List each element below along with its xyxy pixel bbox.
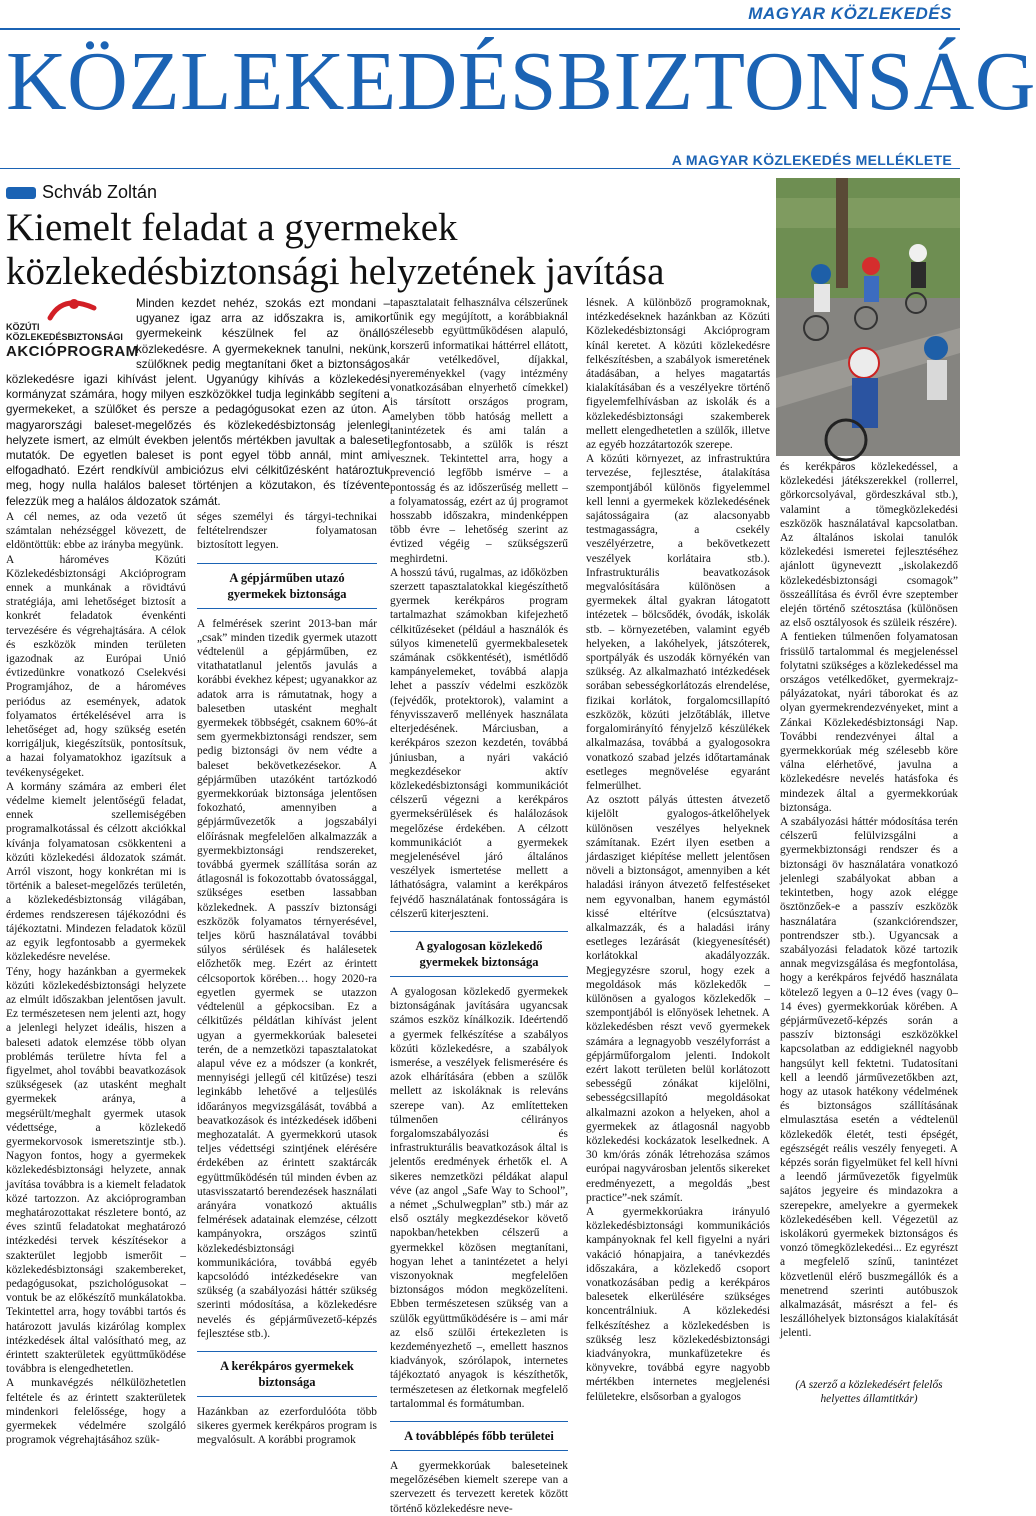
paragraph: A gyermekkorúakra irányuló közlekedésbiztonsági kommunikációs kampányoknak fel kell figyelni a nyári vakáció hónapjaira, a tanévkezdés időszakára, a közlekedő csoport vonatkozásában pedig a kerékpáros balesetek elkerülésére szükséges koncentrálniuk. A közlekedési felkészítéshez a közlekedésben is szükség lesz közlekedésbiztonsági kiadványokra, munkafüzetekre és könyvekre, továbbá egyre nagyobb mértékben internetes megjelenési felületekre, elsősorban a gyalogos xyxy=(586,1206,770,1403)
paragraph: A gyalogosan közlekedő gyermekek biztonságának javítására ugyancsak számos eszköz kínálkozik. Ideértendő a gyermek felkészítése a szabályos közúti közlekedésre, a szabályok ismerése, a veszélyek felismerésére és azok elhárítására (ebben a szülők mellett az iskoláknak is releváns szerepe van). Az említetteken túlmenően célirányos forgalomszabályozási és infrastrukturális beavatkozások által is jelentős eredmények érhetők el. A sikeres nemzetközi példákat alapul véve (az angol „Safe Way to School”, a német „Schulwegplan” stb.) már az első osztály megkezdésekor követő napokban/hetekben célszerű a gyermekkel közösen megtanítani, hogyan lehet a tanintézetet a helyi viszonyoknak megfelelően biztonságos módon megközelíteni. Ebben természetesen szükség van a szülők együttműködésére is – ami már az első szülői értekezleten is kezdeményezhető –, emellett hasznos kiadványok, szórólapok, internetes tájékoztató anyagok is készíthetők, természetesen az életkornak megfelelő tartalommal és formátumban. xyxy=(390,985,568,1410)
column-4 xyxy=(586,296,770,1410)
paragraph: A felmérések szerint 2013-ban már „csak” minden tizedik gyermek utazott védtelenül a gépjárműben, ez vitathatatlanul jelentős javulás a korábbi évekhez képest; ugyanakkor az adatok arra is rámutatnak, hogy a balesetben utasként meghalt gyermekek többségét, csaknem 60%-át sem gyermekbiztonsági rendszer, sem pedig biztonsági öv nem védte a baleset bekövetkezésekor. A gépjárműben utazóként tartózkodó gyermekkorúak biztonsága jelentősen fokozható, amennyiben a gépjárművezetők a jogszabályi előírásnak megfelelően alkalmazzák a gyermekbiztonsági rendszereket, továbbá gyermek szállítása során az átlagosnál is fokozottabb óvatossággal, szükséges esetben lassabban közlekednek. A passzív biztonsági eszközök folyamatos térnyerésével, teljes körű használatával további súlyos sérülések és halálesetek előzhetők meg. Ezért az érintett célcsoportok körében… hogy 2020-ra egyetlen gyermek se utazzon védtelenül a gépkocsiban. Ez a célkitűzés példátlan kihívást jelent ugyan a gyermekkorúak balesetei terén, de a nemzetközi tapasztalatokat alapul véve ez a módszer (a konkrét, mennyiségi jellegű cél kitűzése) teszi leginkább lehetővé a teljesülés időarányos megvizsgálását, továbbá a beavatkozások és intézkedések időbeni meghozatalát. A gyermekkorú utasok teljes védettségi szintjének elérésére érdekében az érintett szaktárcák együttműködésén túl minden évben az utasvisszatartó berendezések használati arányára vonatkozó aktuális felmérések adatainak elemzése, célzott kampányokra, országos szintű közlekedésbiztonsági kommunikációra, továbbá egyéb kapcsolódó intézkedésekre van szükség (a szabályozási háttér szükség szerinti módosítása, a közlekedésre nevelés és gépjárművezető-képzés fejlesztése stb.). xyxy=(197,617,377,1340)
paragraph: és kerékpáros közlekedéssel, a közlekedési játékszerekkel (rollerrel, görkorcsolyával, gördeszkával stb.), valamint a tömegközlekedési eszközök használatával kapcsolatban. Az általános iskolai tanulók közlekedési ismeretei fejlesztéséhez ajánlott ügyneveztt „iskolakezdő közlekedésbiztonsági csomagok” összeállítása és évről évre szeptember elején történő szétosztása (különösen az első osztályosok és szüleik részére). xyxy=(780,461,958,630)
paragraph: Tény, hogy hazánkban a gyermekek közúti közlekedésbiztonsági helyzete az elmúlt időszakban jelentősen javult. Ez természetesen nem jelenti azt, hogy a jelenlegi helyzet ideális, hiszen a baleseti adatok elemzése több olyan problémás területre hívta fel a figyelmet, ahol további beavatkozások szükségesek (az utasként meghalt gyermekek aránya, a megsérült/meghalt gyermek utasok védettsége, a közlekedő gyermekorvosok ismeretszintje stb.). Nagyon fontos, hogy a gyermekek közlekedésbiztonsági helyzete, annak javítása továbbra is a kiemelt feladatok közé tartozzon. Az akcióprogramban meghatározottakat részletere bontó, az éves szintű feladatokat meghatározó intézkedési tervek készítésekor a szakterület legjobb ismerőit – közlekedésbiztonsági szakembereket, pedagógusokat, pszichológusokat – vontuk be az előkészítő munkálatokba. Tekintettel arra, hogy további tartós és határozott javulás kizárólag komplex intézkedések által valósítható meg, az érintett szakterületek együttműködése továbbra is elengedhetetlen. xyxy=(6,965,186,1376)
lead-text: Minden kezdet nehéz, szokás ezt mondani – ugyanez igaz arra az időszakra is, amikor gyermekeink készülnek fel az önálló közlekedésre. A gyermekeknek tanulni, nekünk, szülőknek pedig megtanítani őket a biztonságos közlekedésre igazi kihívást jelent. Ugyanúgy kihívás a közlekedési kormányzat számára, hogy milyen eszközökkel tudja leginkább segíteni a gyermekeket, a szülőket és persze a pedagógusokat ezen az úton. A magyarországi baleset-megelőzés és közlekedésbiztonság jelenlegi helyzete ismert, az elmúlt években jelentős mértékben javultak a baleseti mutatók. De egyetlen baleset is pont egyel több annál, mint ami elfogadható. Ezért rendkívül ambiciózus elvi célkitűzésként határoztuk meg, hogy nulla halálos baleset történjen a közutakon, és tízévente felezzük meg a halálos áldozatok számát. xyxy=(6,297,390,508)
supplement-rule xyxy=(0,168,960,169)
paragraph: Hazánkban az ezerfordulóóta több sikeres gyermek kerékpáros program is megvalósult. A korábbi programok xyxy=(197,1405,377,1447)
children-cycling-photo xyxy=(776,178,960,456)
paragraph: A közúti környezet, az infrastruktúra tervezése, fejlesztése, átalakítása szempontjából különös figyelemmel kell lenni a gyermekek közlekedésének sajátosságaira (az alacsonyabb testmagasságra, a csekély veszélyérzetre, a bekövetkezett veszélyek korlátaira stb.). Infrastrukturális beavatkozások megvalósítására különösen a gyermekek által gyakran látogatott intézetek – bölcsődék, óvodák, iskolák stb. – környezetében, valamint egyéb helyeken, a lakóhelyek, játszóterek, sportpályák és uszodák környékén van szükség. Az alkalmazható intézkedések sorában sebességkorlátozás elrendelése, fizikai korlátok, forgalomcsillapító eszközök, közúti jelzőtáblák, illetve forgalomirányító fényjelző készülékek alkalmazása, továbbá a gyalogosokra vonatkozó szabad jelzés időtartamának esetleges megnövelése egyaránt felmerülhet. xyxy=(586,453,770,792)
subheading-pedestrians: A gyalogosan közlekedő gyermekek biztonsága xyxy=(390,931,568,977)
column-2 xyxy=(197,510,377,1447)
paragraph: A gyermekkorúak baleseteinek megelőzésében kiemelt szerepe van a szervezett és tervezett keretek között történő közlekedésre neve- xyxy=(390,1460,568,1515)
section-title: KÖZLEKEDÉSBIZTONSÁG xyxy=(6,35,1036,128)
author-name: Schváb Zoltán xyxy=(42,182,158,202)
paragraph: lésnek. A különböző programoknak, intézkedéseknek hazánkban az Közúti Közlekedésbiztonsági Akcióprogram kínál keretet. A közúti közlekedésre felkészítésben, a szabályok ismeretének átadásában, a helyes magatartás kialakításában és a veszélyekre történő figyelemfelhívásban az iskolák és a közlekedésbiztonsági szakemberek mellett elengedhetetlen a szülők, illetve az egyéb hozzátartozók szerepe. xyxy=(586,297,770,452)
paragraph: A hároméves Közúti Közlekedésbiztonsági Akcióprogram ennek a munkának a rövidtávú stratégiája, ami lehetőséget biztosít a konkrét feladatok évenkénti tervezésére és végrehajtására. A célok és eszközök minden területen igazodnak az Európai Unió évtizedünkre vonatkozó Cselekvési Programjához, de a hároméves periódus az események, adatok folyamatos értékelésével arra is lehetőséget ad, hogy szükség esetén korrigáljuk, kiegészítsük, pontosítsuk, a hazai folyamatokhoz igazítsuk a tevékenységeket. xyxy=(6,553,186,779)
paragraph: A szabályozási háttér módosítása terén célszerű felülvizsgálni a gyermekbiztonsági rendszer és a biztonsági öv használatára vonatkozó jelenlegi szabályokat abban a tekintetben, hogy azok elégge ösztönzőek-e a passzív eszközök használatára (szankciórendszer, pontrendszer stb.). Ugyancsak a szabályozási feladatok közé tartozik annak megvizsgálása és megfontolása, hogy a kerékpáros fejvédő használata kötelező legyen a 0–12 éves (vagy 0–14 éves) gyermekkorúak körében. A gépjárművezető-képzés során a passzív biztonsági eszközökkel kapcsolatban az eddigieknél nagyobb hangsúlyt kell fektetni. Tudatosítani kell a leendő járművezetőkben azt, hogy az utasok hatékony védelmének és biztonságos szállításának elmulasztása esetén a védtelenül közlekedők életét, testi épségét, egészségét reális veszély fenyegeti. A képzés során figyelmüket fel kell hívni a leendő járművezetők figyelmük sajátos jegyeire és mindazokra a szerepekre, amelyekre a gyermekek közlekedésében kell. Végezetül az iskolákorú gyermekek biztonságos és vonzó tömegközlekedési... Ez egyrészt a megfelelő színű, tanintézet közvetlenül elérő buszmegállók és a menetrend szerinti autóbuszok alkalmazását, másrészt a fel- és leszállóhelyek biztonságos kialakítását jelenti. xyxy=(780,816,958,1340)
logo-line-1: KÖZÚTI xyxy=(6,322,40,332)
lead-logo-space xyxy=(6,296,136,358)
supplement-label: A MAGYAR KÖZLEKEDÉS MELLÉKLETE xyxy=(671,152,952,168)
column-5 xyxy=(780,460,958,1372)
author-bar-icon xyxy=(6,187,36,199)
column-3 xyxy=(390,296,568,1515)
logo-line-2: KÖZLEKEDÉSBIZTONSÁGI xyxy=(6,332,123,342)
paragraph: A hosszú távú, rugalmas, az időközben szerzett tapasztalatokkal kiegészíthető gyermek kerékpáros program tartalmazhat számokban kifejezhető célkitűzéseket (például a használók és súlyos kimenetelű gyermekbalesetek számának csökkentését), ismétlődő kampányelemeket, továbbá alapja lehet a passzív védelmi eszközök (fejvédők, protektorok), valamint a fényvisszaverő mellények használata elterjedésének. Márciusban, a kerékpáros szezon kezdetén, továbbá júniusban, a nyári vakáció megkezdésekor aktív közlekedésbiztonsági kommunikációt célszerű végezni a kerékpáros gyermeksérülések és halálozások megelőzése érdekében. A célzott kommunikációt a gyermekek megjelenésével járó általános veszélyek ismertetése mellett a láthatóságra, valamint a kerékpáros fejvédő használatának fontosságára is célszerű kiterjeszteni. xyxy=(390,566,568,920)
paragraph: A fentieken túlmenően folyamatosan frissülő tartalommal és megjelenéssel folytatni szükséges a közlekedéssel ma országos vetélkedőket, gyermekrajz-pályázatokat, nyári táborokat és az olyan gyermekrendezvényeket, mint a Zánkai Közlekedésbiztonsági Nap. További rendezvényei által a gyermekkorúak még szélesebb köre válna elérhetővé, javulna a közlekedésre nevelés hatásfoka és mindezek által a gyermekkorúak biztonsága. xyxy=(780,631,958,814)
masthead-brand: MAGYAR KÖZLEKEDÉS xyxy=(748,4,952,23)
paragraph: A cél nemes, az oda vezető út számtalan nehézséggel kövezett, de eldöntöttük: ebbe az irányba megyünk. xyxy=(6,511,186,552)
headline-line-1: Kiemelt feladat a gyermekek xyxy=(6,206,458,249)
author-block xyxy=(6,182,157,200)
article-headline xyxy=(6,206,786,294)
masthead-rule xyxy=(0,28,960,30)
author-credit: (A szerző a közlekedésért felelős helyettes államtitkár) xyxy=(795,1379,943,1405)
paragraph: Az osztott pályás úttesten átvezető kijelölt gyalogos-átkelőhelyek különösen veszélyes helyeknek számítanak. Ezért ilyen esetben a járdasziget kiépítése mellett jelentősen növeli a biztonságot, amennyiben a két haladási irányon átvezető felfestéseket nem egyvonalban, hanem egymástól kissé eltérítve (elcsúsztatva) alkalmazzák, és a haladási irány esetleges lezárását (kiegyenesítését) korlátokkal akadályozzák. Megjegyzésre szorul, hogy ezek a megoldások más közlekedők – különösen a gyalogos közlekedők – szempontjából is előnyösek lehetnek. A közlekedésben részt vevő gyermekek számára a legnagyobb veszélyforrást a gépjárműforgalom jelenti. Indokolt ezért lakott területen belül korlátozott sebességű zónákat kijelölni, sebességcsillapító megoldásokat alkalmazni azokon a helyeken, ahol a gyermekek az átlagosnál nagyobb közlekedési kockázatok leselkednek. A 30 km/órás zónák létrehozása számos európai nagyvárosban jelentős sikereket eredményezett, a megoldás „best practice”-nek számít. xyxy=(586,794,770,1204)
headline-line-2: közlekedésbiztonsági helyzetének javítása xyxy=(6,250,665,293)
paragraph: séges személyi és tárgyi-technikai feltételrendszer folyamatosan biztosított legyen. xyxy=(197,511,377,552)
subheading-cyclists: A kerékpáros gyermekek biztonsága xyxy=(197,1351,377,1397)
article-lead xyxy=(6,296,390,509)
column-1 xyxy=(6,510,186,1447)
subheading-car-passengers: A gépjárműben utazó gyermekek biztonsága xyxy=(197,563,377,609)
paragraph: A munkavégzés nélkülözhetetlen feltétele és az érintett szakterületek mindenkori felelőssége, hogy a gyermekek védelmére szolgáló programok végrehajtásához szük- xyxy=(6,1377,186,1447)
subheading-next-steps: A továbblépés főbb területei xyxy=(390,1421,568,1451)
paragraph: tapasztalatait felhasználva célszerűnek tűnik egy megújított, a korábbiaknál szélesebb együttműködésen alapuló, korszerű informatikai háttérrel ellátott, akár vetélkedővel, díjakkal, nyereményekkel (vagy intézmény vonatkozásában elnyerhető címekkel) is társított országos program, amelyben több hatóság mellett a tanintézetek és ami talán a legfontosabb, a szülők is részt vesznek. Tekintettel arra, hogy a prevenció legfőbb ismérve – a pontosság és az időszerűség mellett – a folyamatosság, ezért az új programot hosszabb időszakra, mindenképpen több évre – lehetőség szerint az évtized végéig – szükségszerű meghirdetni. xyxy=(390,297,568,565)
logo-line-3: AKCIÓPROGRAM xyxy=(6,343,139,360)
photo-illustration xyxy=(776,178,960,456)
paragraph: A kormány számára az emberi élet védelme kiemelt jelentőségű feladat, ennek szellemiségében programalkotással és célzott akciókkal kívánja folyamatosan csökkenteni a közúti közlekedési áldozatok számát. Arról viszont, hogy konkrétan mi is történik a baleset-megelőzés területén, a közlekedésbiztonság világában, érdemes rendszeresen tájékozódni és tájékoztatni. Mindezen feladatok közül az egyik legfontosabb a gyermekek közlekedésre nevelése. xyxy=(6,780,186,964)
